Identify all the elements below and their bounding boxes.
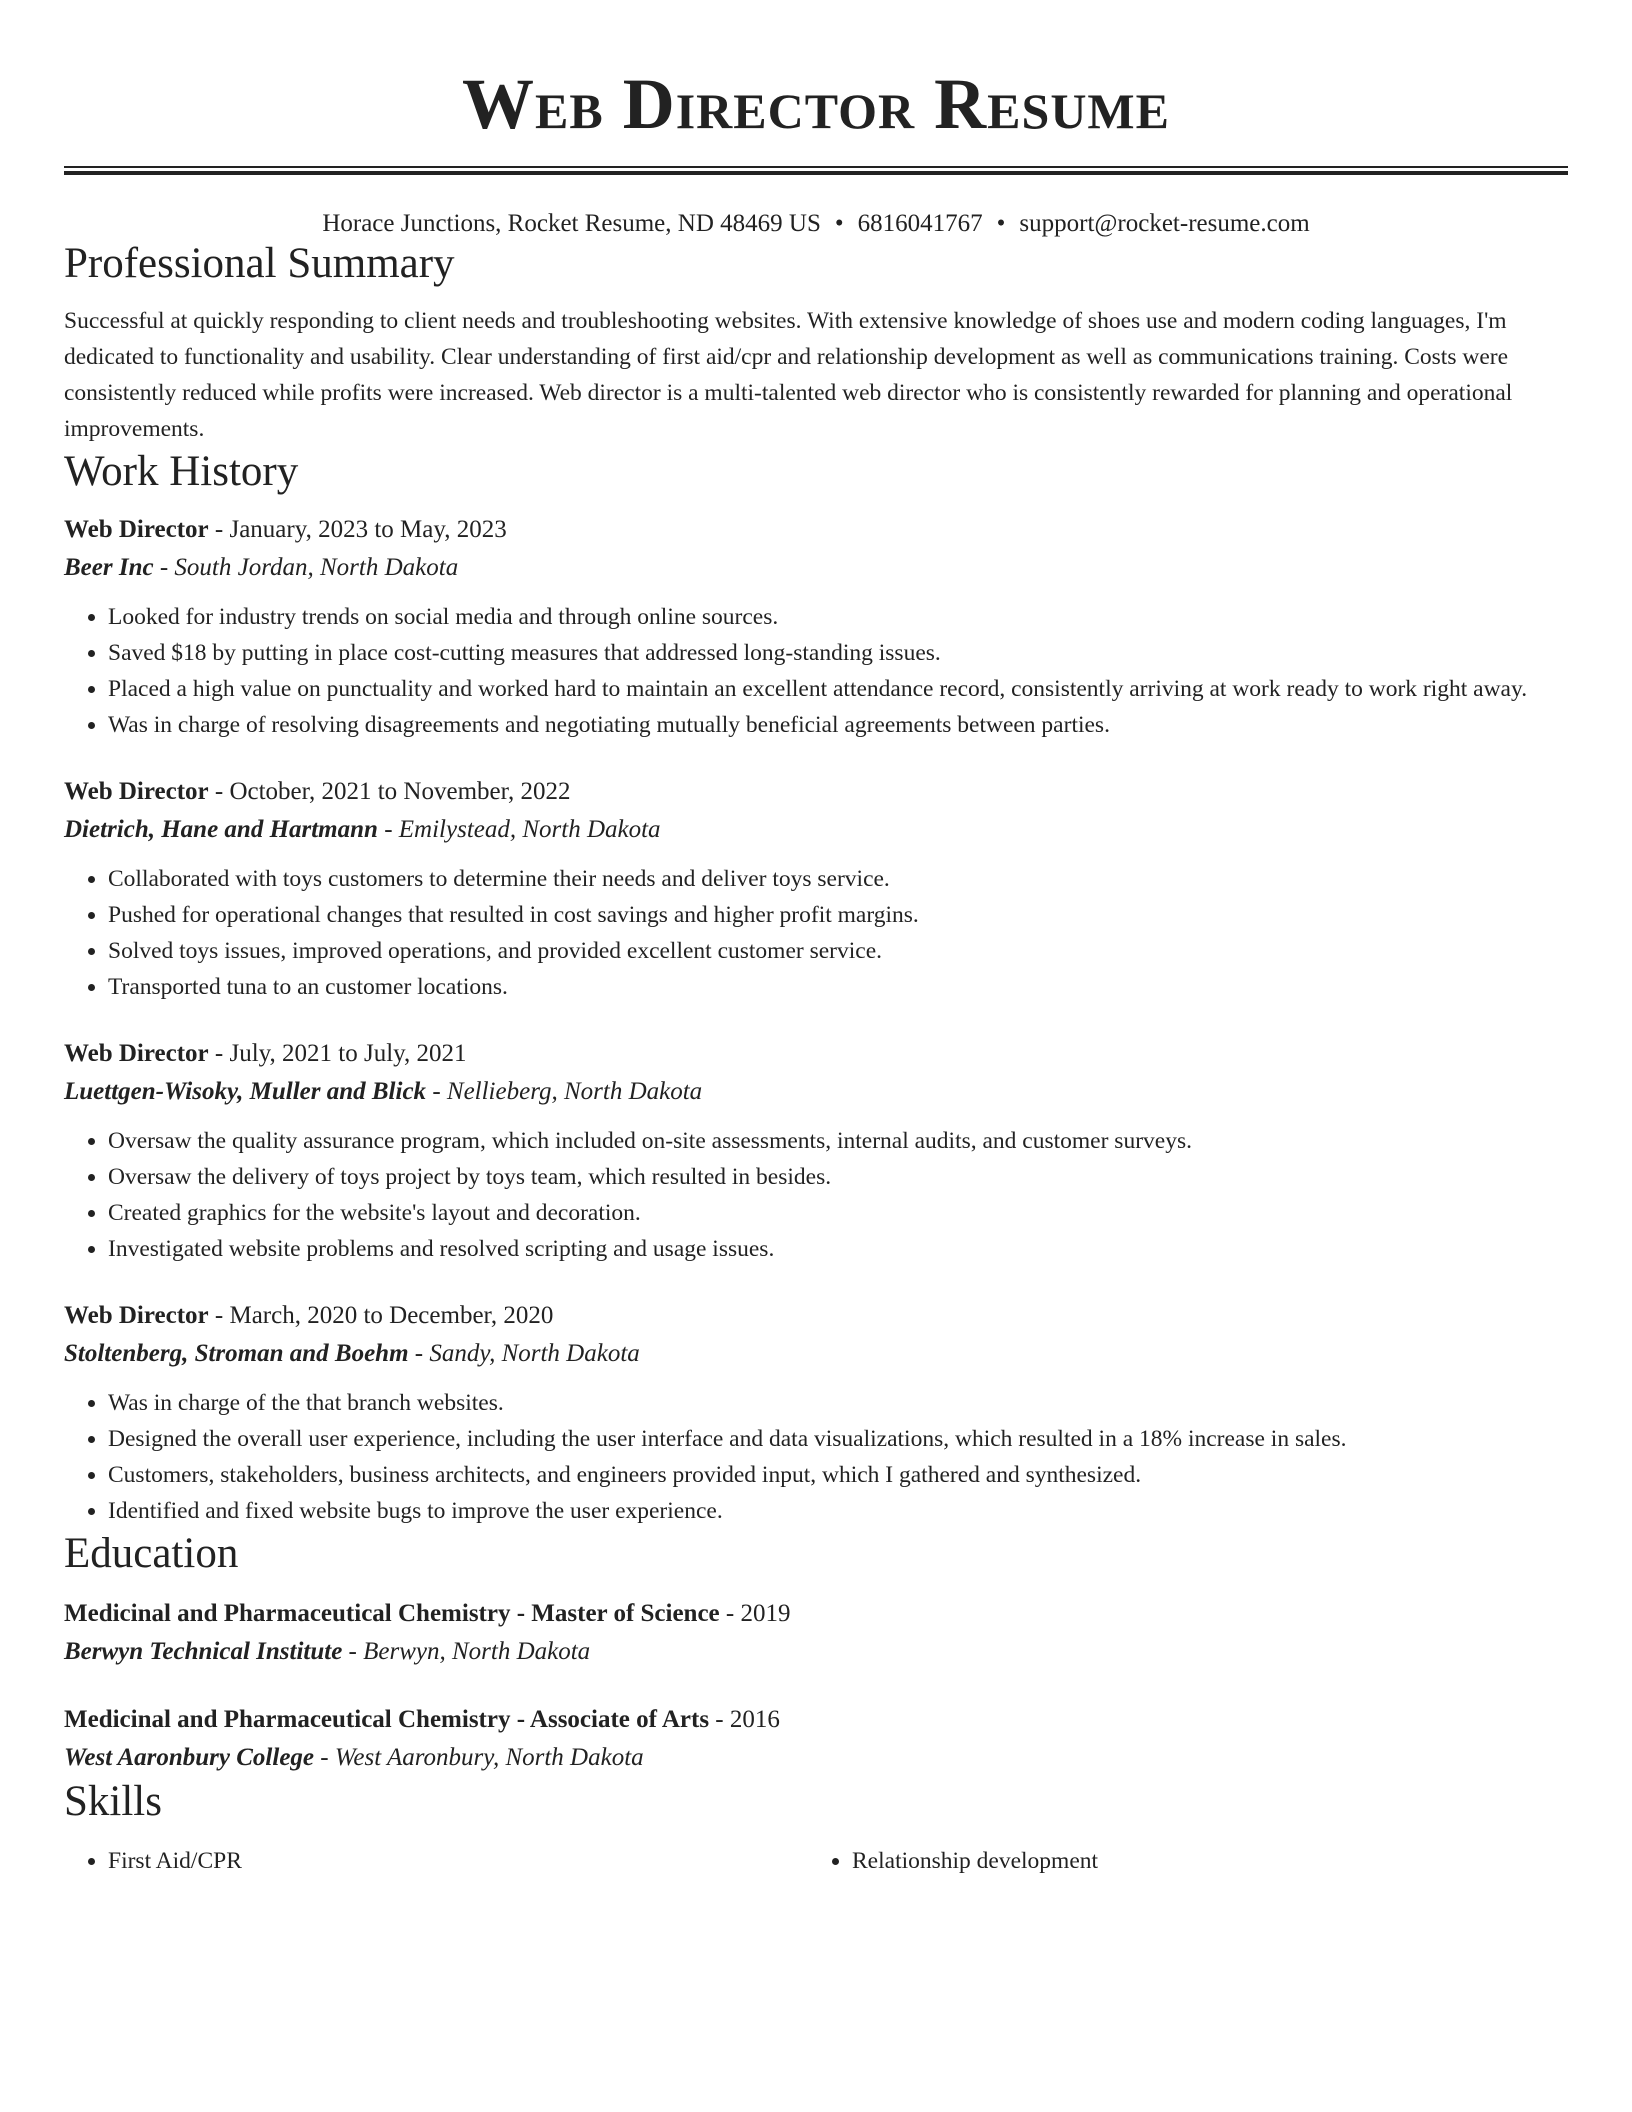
resume-title: Web Director Resume: [462, 64, 1170, 144]
job-dates: - March, 2020 to December, 2020: [208, 1302, 554, 1329]
job-company: Beer Inc: [64, 554, 154, 581]
job-title: Web Director: [64, 1040, 209, 1067]
job-bullet: • Saved $18 by putting in place cost-cutting measures that addressed long-standing issues.: [108, 635, 1568, 671]
school-line: [64, 1633, 1568, 1671]
degree-line: [64, 1701, 1568, 1739]
job-bullet: • Placed a high value on punctuality and worked hard to maintain an excellent attendance record, consistently arriving at work ready to work right away.: [108, 671, 1568, 707]
job-title-line: [64, 773, 1568, 811]
job-location: - Emilystead, North Dakota: [377, 816, 661, 843]
job-company-line: [64, 549, 1568, 587]
summary-heading: Professional Summary: [64, 240, 455, 287]
job-bullet: • Identified and fixed website bugs to improve the user experience.: [108, 1493, 1568, 1529]
education-entry: [64, 1595, 1568, 1671]
job-company: Stoltenberg, Stroman and Boehm: [64, 1340, 409, 1367]
job-bullet: • Was in charge of the that branch websites.: [108, 1385, 1568, 1421]
graduation-year: - 2016: [709, 1706, 780, 1733]
contact-email: support@rocket-resume.com: [1019, 210, 1310, 237]
job-bullet: • Solved toys issues, improved operations, and provided excellent customer service.: [108, 933, 1568, 969]
job-location: - South Jordan, North Dakota: [153, 554, 459, 581]
job-bullet: • Designed the overall user experience, including the user interface and data visualizations, which resulted in a 18% increase in sales.: [108, 1421, 1568, 1457]
job-title: Web Director: [64, 516, 209, 543]
job-entry: [64, 1297, 1568, 1529]
degree-line: [64, 1595, 1568, 1633]
job-bullet: • Created graphics for the website's layout and decoration.: [108, 1195, 1568, 1231]
degree: Medicinal and Pharmaceutical Chemistry - Master of Science: [64, 1600, 720, 1627]
job-company-line: [64, 1073, 1568, 1111]
skills-column-right: [808, 1843, 1552, 1879]
job-bullets: [64, 599, 1568, 743]
job-entry: [64, 511, 1568, 743]
job-company-line: [64, 811, 1568, 849]
contact-address: Horace Junctions, Rocket Resume, ND 48469 US: [322, 210, 821, 237]
job-bullet: • Transported tuna to an customer locations.: [108, 969, 1568, 1005]
job-bullet: • Pushed for operational changes that resulted in cost savings and higher profit margins.: [108, 897, 1568, 933]
job-title-line: [64, 1297, 1568, 1335]
job-bullet: • Oversaw the quality assurance program, which included on-site assessments, internal audits, and customer surveys.: [108, 1123, 1568, 1159]
job-location: - Sandy, North Dakota: [408, 1340, 640, 1367]
contact-separator: •: [996, 210, 1006, 237]
school-name: West Aaronbury College: [64, 1744, 315, 1771]
job-bullet: • Collaborated with toys customers to determine their needs and deliver toys service.: [108, 861, 1568, 897]
job-title-line: [64, 511, 1568, 549]
skill-item: • Relationship development: [852, 1843, 1552, 1879]
contact-line: [64, 209, 1568, 239]
job-title-line: [64, 1035, 1568, 1073]
job-bullet: • Investigated website problems and resolved scripting and usage issues.: [108, 1231, 1568, 1267]
degree: Medicinal and Pharmaceutical Chemistry - Associate of Arts: [64, 1706, 710, 1733]
school-name: Berwyn Technical Institute: [64, 1638, 343, 1665]
school-line: [64, 1739, 1568, 1777]
job-company: Dietrich, Hane and Hartmann: [64, 816, 378, 843]
job-entry: [64, 773, 1568, 1005]
job-bullet: • Looked for industry trends on social media and through online sources.: [108, 599, 1568, 635]
summary-text: Successful at quickly responding to client needs and troubleshooting websites. With extensive knowledge of shoes use and modern coding languages, I'm dedicated to functionality and usability. Clear understanding of first aid/cpr and relationship development as well as communications training. Costs were consistently reduced while profits were increased. Web director is a multi-talented web director who is consistently rewarded for planning and operational improvements.: [64, 308, 1513, 442]
resume-page: [64, 0, 1568, 1879]
job-location: - Nellieberg, North Dakota: [426, 1078, 703, 1105]
job-dates: - October, 2021 to November, 2022: [208, 778, 571, 805]
job-dates: - July, 2021 to July, 2021: [208, 1040, 467, 1067]
job-company-line: [64, 1335, 1568, 1373]
job-bullet: • Was in charge of resolving disagreements and negotiating mutually beneficial agreements between parties.: [108, 707, 1568, 743]
job-company: Luettgen-Wisoky, Muller and Blick: [64, 1078, 427, 1105]
job-title: Web Director: [64, 1302, 209, 1329]
skills-column-left: [64, 1843, 808, 1879]
education-entry: [64, 1701, 1568, 1777]
title-divider: [64, 166, 1568, 175]
work-history-heading: Work History: [64, 448, 299, 495]
skill-item: • First Aid/CPR: [108, 1843, 808, 1879]
job-bullets: [64, 1385, 1568, 1529]
job-bullet: • Customers, stakeholders, business architects, and engineers provided input, which I gathered and synthesized.: [108, 1457, 1568, 1493]
skills-list: [64, 1843, 1568, 1879]
skills-heading: Skills: [64, 1778, 162, 1825]
job-bullet: • Oversaw the delivery of toys project by toys team, which resulted in besides.: [108, 1159, 1568, 1195]
education-heading: Education: [64, 1530, 239, 1577]
contact-phone: 6816041767: [857, 210, 983, 237]
graduation-year: - 2019: [719, 1600, 791, 1627]
school-location: - Berwyn, North Dakota: [342, 1638, 591, 1665]
job-entry: [64, 1035, 1568, 1267]
job-title: Web Director: [64, 778, 209, 805]
job-dates: - January, 2023 to May, 2023: [208, 516, 507, 543]
job-bullets: [64, 861, 1568, 1005]
contact-separator: •: [834, 210, 844, 237]
job-bullets: [64, 1123, 1568, 1267]
school-location: - West Aaronbury, North Dakota: [314, 1744, 644, 1771]
